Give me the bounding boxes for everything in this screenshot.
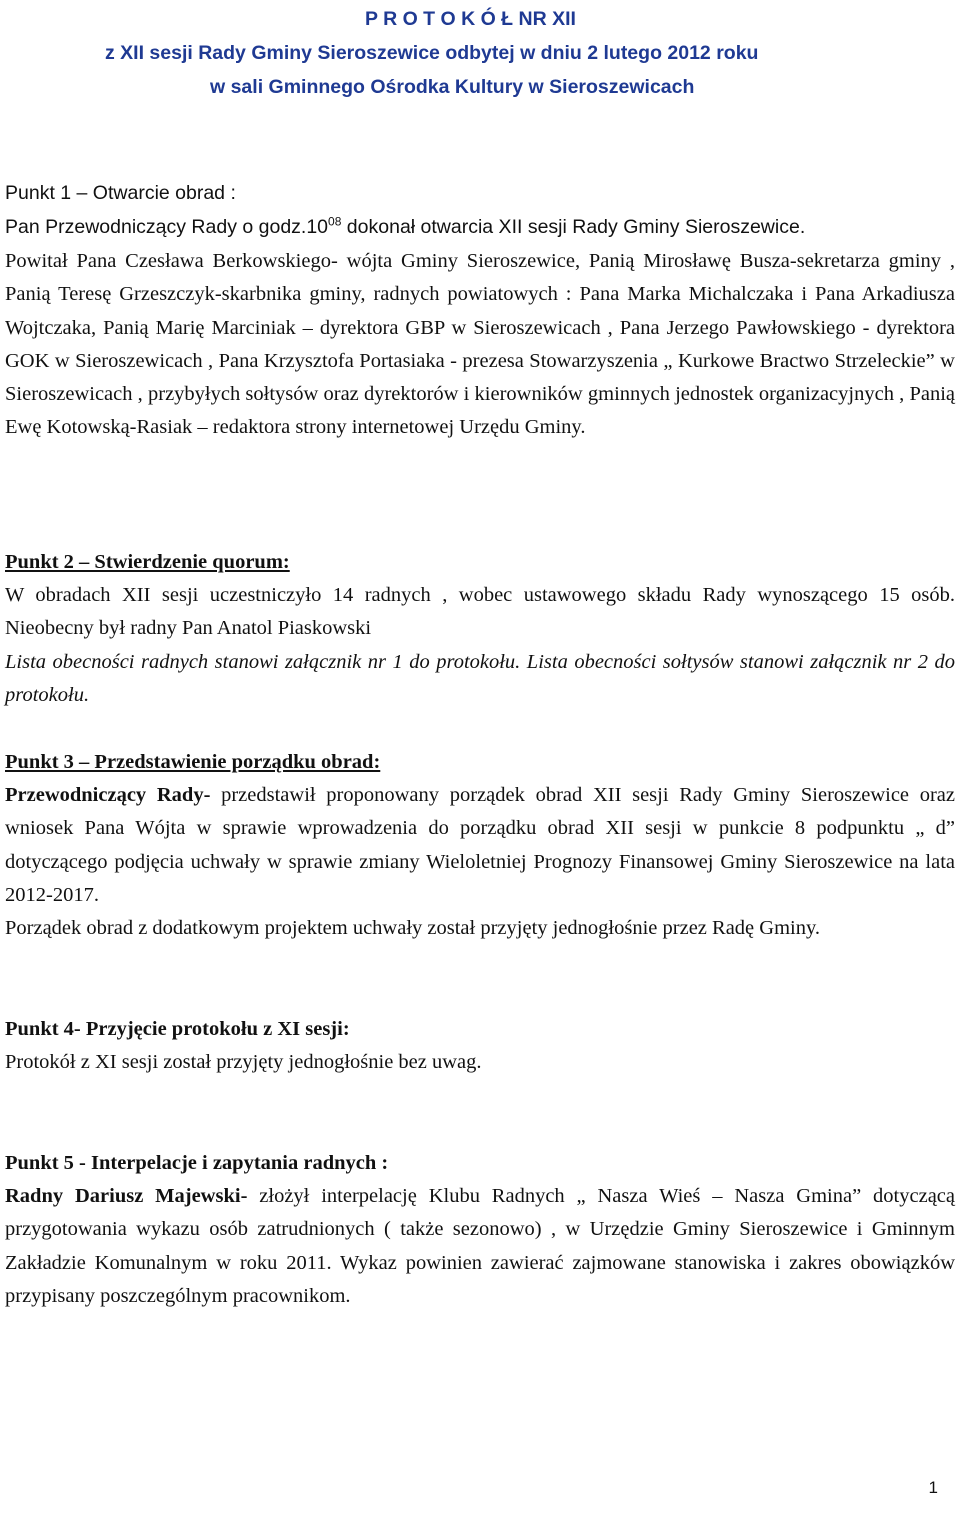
punkt2-body: W obradach XII sesji uczestniczyło 14 radnych , wobec ustawowego składu Rady wynoszącego 15 osób. Nieobecny był radny Pan Anatol Piaskowski <box>5 584 955 640</box>
punkt1-greetings: Powitał Pana Czesława Berkowskiego- wójta Gminy Sieroszewice, Panią Mirosławę Busza-sekretarza gminy , Panią Teresę Grzeszczyk-skarbnika gminy, radnych powiatowych : Pana Marka Michalczaka i Pana Arkadiusza Wojtczaka, Panią Marię Marciniak – dyrektora GBP w Sieroszewicach , Pana Jerzego Pawłowskiego - dyrektora GOK w Sieroszewicach , Pana Krzysztofa Portasiaka - prezesa Stowarzyszenia „ Kurkowe Bractwo Strzeleckie” w Sieroszewicach , przybyłych sołtysów oraz dyrektorów i kierowników gminnych jednostek organizacyjnych , Panią Ewę Kotowską-Rasiak – redaktora strony internetowej Urzędu Gminy. <box>5 250 955 439</box>
punkt5-body <box>5 1180 955 1313</box>
protocol-title: P R O T O K Ó Ł NR XII <box>365 8 576 30</box>
punkt4-heading: Punkt 4- Przyjęcie protokołu z XI sesji: <box>5 1018 350 1040</box>
opening-text-pre: Pan Przewodniczący Rady o godz.10 <box>5 216 329 238</box>
punkt1-opening-line <box>5 210 805 244</box>
opening-time-sup: 08 <box>328 214 342 229</box>
session-location: w sali Gminnego Ośrodka Kultury w Sieroszewicach <box>210 76 695 98</box>
punkt1-heading: Punkt 1 – Otwarcie obrad : <box>5 182 236 204</box>
punkt3-adoption: Porządek obrad z dodatkowym projektem uchwały został przyjęty jednogłośnie przez Radę Gminy. <box>5 917 821 939</box>
punkt5-speaker: Radny Dariusz Majewski- <box>5 1185 248 1207</box>
punkt2-heading: Punkt 2 – Stwierdzenie quorum: <box>5 551 290 573</box>
punkt3-body <box>5 779 955 912</box>
punkt3-text: przedstawił proponowany porządek obrad XII sesji Rady Gminy Sieroszewice oraz wniosek Pana Wójta w sprawie wprowadzenia do porządku obrad XII sesji w punkcie 8 podpunktu „ d” dotyczącego podjęcia uchwały w sprawie zmiany Wieloletniej Prognozy Finansowej Gminy Sieroszewice na lata 2012-2017. <box>5 784 955 906</box>
punkt2-attendance-note: Lista obecności radnych stanowi załącznik nr 1 do protokołu. Lista obecności sołtysów stanowi załącznik nr 2 do protokołu. <box>5 651 955 707</box>
opening-text-post: dokonał otwarcia XII sesji Rady Gminy Sieroszewice. <box>341 216 806 238</box>
punkt3-heading: Punkt 3 – Przedstawienie porządku obrad: <box>5 751 381 773</box>
punkt5-heading: Punkt 5 - Interpelacje i zapytania radnych : <box>5 1152 389 1174</box>
punkt3-speaker: Przewodniczący Rady- <box>5 784 211 806</box>
page-number: 1 <box>928 1478 938 1497</box>
punkt5-text: złożył interpelację Klubu Radnych „ Nasza Wieś – Nasza Gmina” dotyczącą przygotowania wykazu osób zatrudnionych ( także sezonowo) , w Urzędzie Gminy Sieroszewice i Gminnym Zakładzie Komunalnym w roku 2011. Wykaz powinien zawierać zajmowane stanowiska i zakres obowiązków przypisany poszczególnym pracownikom. <box>5 1185 955 1307</box>
punkt4-body: Protokół z XI sesji został przyjęty jednogłośnie bez uwag. <box>5 1051 482 1073</box>
session-subtitle: z XII sesji Rady Gminy Sieroszewice odbytej w dniu 2 lutego 2012 roku <box>105 42 759 64</box>
